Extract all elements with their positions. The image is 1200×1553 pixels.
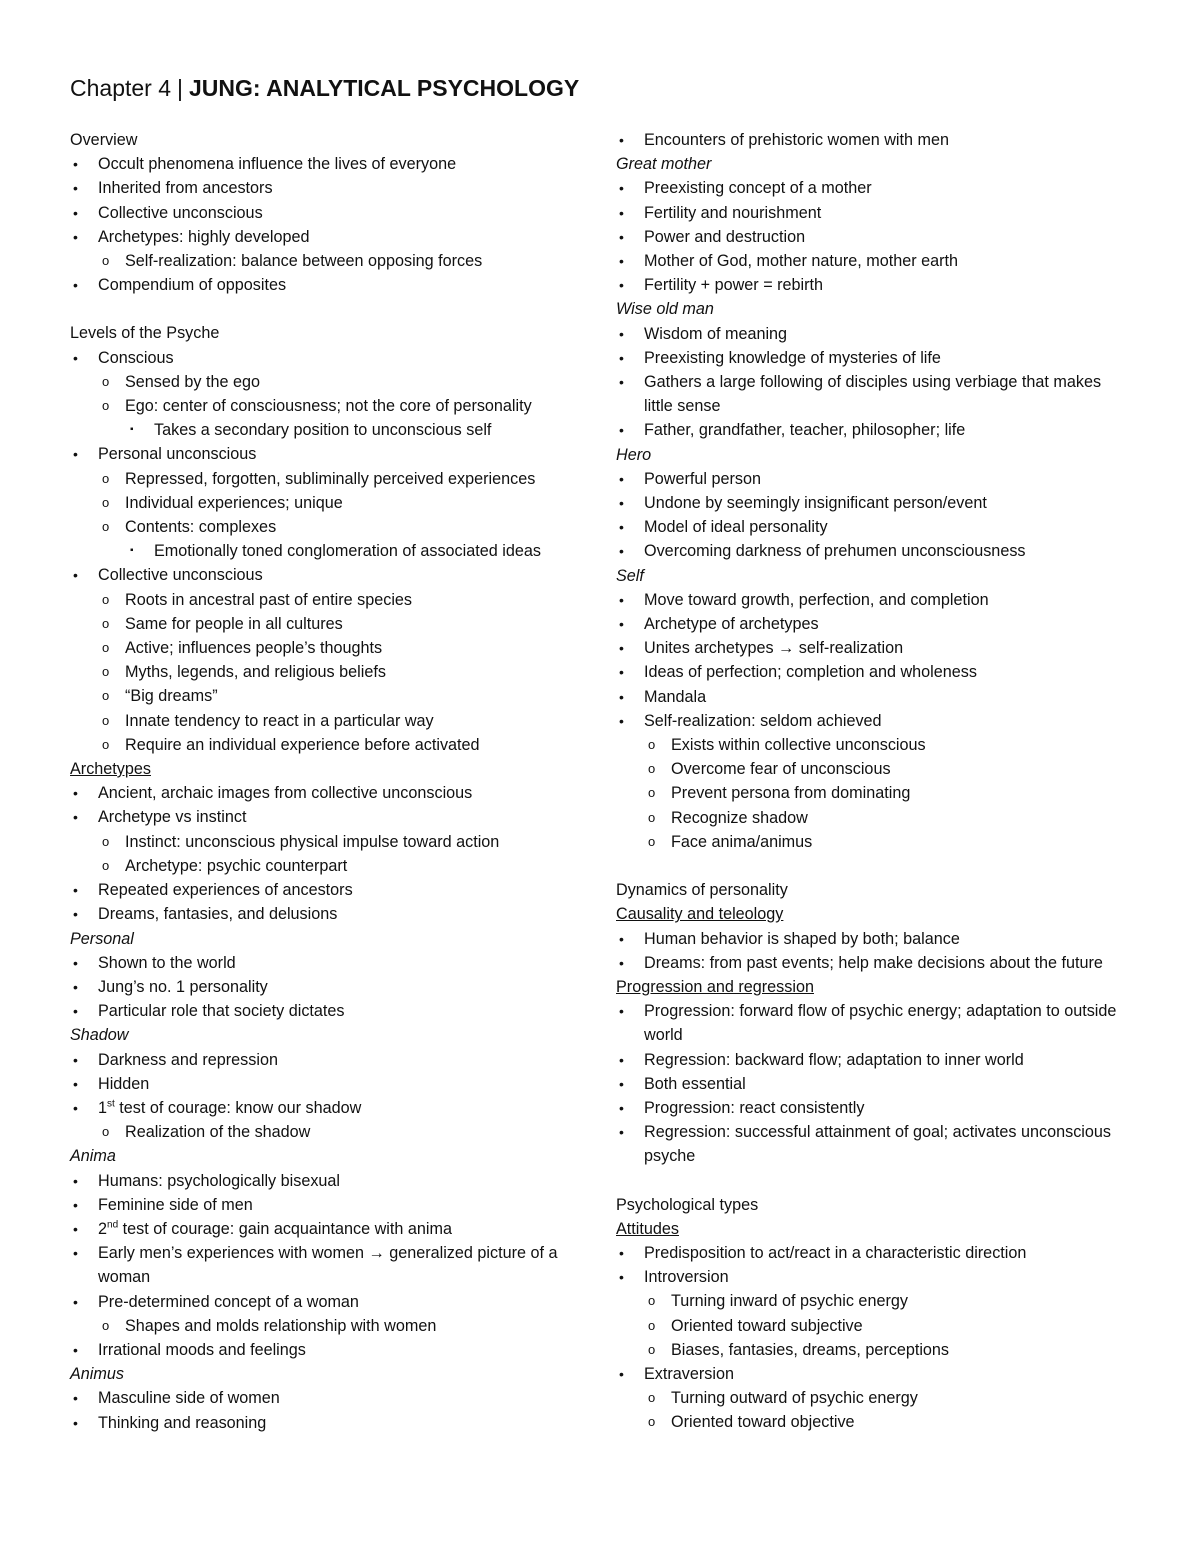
- list-item-text: Collective unconscious: [98, 203, 263, 222]
- sub-bullet-icon: o: [102, 615, 110, 631]
- list-item-text: Ideas of perfection; completion and wholeness: [644, 663, 977, 682]
- list-item: [616, 1048, 1121, 1072]
- list-item: [616, 273, 1121, 297]
- sub-bullet-icon: o: [648, 1390, 656, 1406]
- list-item-text: Model of ideal personality: [644, 518, 828, 537]
- list-item: [616, 1120, 1121, 1168]
- bullet-icon: •: [73, 180, 78, 197]
- sub-bullet-icon: o: [102, 494, 110, 510]
- bullet-icon: •: [619, 1269, 624, 1286]
- topic-heading: Shadow: [70, 1026, 129, 1045]
- bullet-icon: •: [619, 1051, 624, 1068]
- sub-bullet-icon: o: [102, 373, 110, 389]
- list-item-text: Collective unconscious: [98, 566, 263, 585]
- bullet-icon: •: [619, 1124, 624, 1141]
- list-item: [616, 1386, 1121, 1410]
- list-item: [616, 346, 1121, 370]
- list-item-text: Jung’s no. 1 personality: [98, 977, 268, 996]
- section-spacer: [70, 297, 590, 321]
- section-heading: Dynamics of personality: [616, 881, 788, 900]
- list-item: [70, 1290, 590, 1314]
- bullet-icon: •: [73, 809, 78, 826]
- list-item-text: Undone by seemingly insignificant person/event: [644, 494, 987, 513]
- topic-heading: Wise old man: [616, 300, 714, 319]
- list-item-text: Fertility and nourishment: [644, 203, 822, 222]
- list-item-text: Compendium of opposites: [98, 276, 287, 295]
- list-item-text: Power and destruction: [644, 227, 806, 246]
- list-item-text: Shown to the world: [98, 953, 236, 972]
- topic-heading: Personal: [70, 929, 134, 948]
- list-item: [70, 709, 590, 733]
- list-item: [70, 515, 590, 539]
- sub-bullet-icon: o: [102, 736, 110, 752]
- sub-bullet-icon: o: [648, 785, 656, 801]
- bullet-icon: •: [73, 1414, 78, 1431]
- bullet-icon: •: [73, 1220, 78, 1237]
- list-item: [70, 588, 590, 612]
- sub-bullet-icon: o: [102, 1317, 110, 1333]
- list-item-text: test of courage: know our shadow: [114, 1098, 362, 1117]
- list-item: [70, 201, 590, 225]
- sub-bullet-icon: o: [102, 591, 110, 607]
- bullet-icon: •: [619, 277, 624, 294]
- list-item-text: Mandala: [644, 687, 707, 706]
- list-item: [616, 322, 1121, 346]
- list-item: [616, 225, 1121, 249]
- bullet-icon: •: [73, 954, 78, 971]
- list-item: [70, 781, 590, 805]
- list-item: [70, 612, 590, 636]
- bullet-icon: •: [619, 228, 624, 245]
- topic-heading: Animus: [70, 1365, 124, 1384]
- list-item: [616, 612, 1121, 636]
- list-item-text: Turning inward of psychic energy: [671, 1292, 908, 1311]
- ordinal-number: 1: [98, 1098, 108, 1117]
- list-item: [616, 1265, 1121, 1289]
- section-spacer: [616, 854, 1121, 878]
- sub-bullet-icon: o: [102, 712, 110, 728]
- bullet-icon: •: [73, 277, 78, 294]
- topic-heading: Great mother: [616, 155, 712, 174]
- list-item: [616, 1410, 1121, 1434]
- bullet-icon: •: [619, 204, 624, 221]
- list-item-text: Archetype of archetypes: [644, 615, 819, 634]
- bullet-icon: •: [619, 495, 624, 512]
- list-item-text: Shapes and molds relationship with women: [125, 1316, 437, 1335]
- list-item-text: Biases, fantasies, dreams, perceptions: [671, 1340, 950, 1359]
- topic-heading: Self: [616, 566, 644, 585]
- bullet-icon: •: [619, 422, 624, 439]
- bullet-icon: •: [73, 785, 78, 802]
- list-item: [70, 1386, 590, 1410]
- section-heading: Overview: [70, 131, 138, 149]
- list-item-text: Individual experiences; unique: [125, 493, 343, 512]
- bullet-icon: •: [73, 349, 78, 366]
- bullet-icon: •: [619, 543, 624, 560]
- list-item-text: Unites archetypes → self-realization: [644, 639, 904, 658]
- topic-heading: Hero: [616, 445, 652, 464]
- sub-bullet-icon: o: [102, 640, 110, 656]
- list-item-text: Archetypes: highly developed: [98, 227, 310, 246]
- list-item-text: Predisposition to act/react in a characteristic direction: [644, 1243, 1027, 1262]
- bullet-icon: •: [619, 470, 624, 487]
- bullet-icon: •: [619, 180, 624, 197]
- bullet-icon: •: [619, 1365, 624, 1382]
- bullet-icon: •: [619, 1003, 624, 1020]
- list-item: [70, 1072, 590, 1096]
- list-item: [616, 515, 1121, 539]
- list-item: [616, 1072, 1121, 1096]
- list-item: [616, 249, 1121, 273]
- bullet-icon: •: [619, 1244, 624, 1261]
- left-column: [70, 128, 590, 1435]
- ordinal-number: 2: [98, 1219, 108, 1238]
- sub-bullet-icon: o: [648, 833, 656, 849]
- list-item-text: Powerful person: [644, 469, 761, 488]
- bullet-icon: •: [73, 882, 78, 899]
- bullet-icon: •: [619, 253, 624, 270]
- sub-bullet-icon: o: [102, 833, 110, 849]
- list-item-text: Move toward growth, perfection, and completion: [644, 590, 989, 609]
- list-item-text: Active; influences people’s thoughts: [125, 639, 383, 658]
- subsection-heading: Archetypes: [70, 760, 151, 779]
- list-item-text: test of courage: gain acquaintance with anima: [118, 1219, 452, 1238]
- sub-bullet-icon: o: [102, 519, 110, 535]
- list-item-text: Dreams: from past events; help make decisions about the future: [644, 953, 1103, 972]
- bullet-icon: •: [619, 640, 624, 657]
- list-item: [70, 491, 590, 515]
- list-item: [616, 781, 1121, 805]
- list-item-text: Instinct: unconscious physical impulse toward action: [125, 832, 500, 851]
- list-item-text: Dreams, fantasies, and delusions: [98, 905, 338, 924]
- list-item: [70, 442, 590, 466]
- list-item: [70, 951, 590, 975]
- list-item-text: Realization of the shadow: [125, 1123, 311, 1142]
- list-item-text: Feminine side of men: [98, 1195, 253, 1214]
- subsection-heading: Attitudes: [616, 1219, 679, 1238]
- bullet-icon: •: [619, 616, 624, 633]
- list-item-text: Ego: center of consciousness; not the core of personality: [125, 397, 532, 416]
- list-item-text: Preexisting concept of a mother: [644, 179, 872, 198]
- sub-bullet-icon: o: [648, 761, 656, 777]
- list-item-text: Conscious: [98, 348, 174, 367]
- list-item: [616, 806, 1121, 830]
- list-item-text: Repressed, forgotten, subliminally perceived experiences: [125, 469, 536, 488]
- list-item-text: Takes a secondary position to unconscious self: [154, 421, 492, 440]
- bullet-icon: •: [619, 664, 624, 681]
- list-item: [616, 418, 1121, 442]
- bullet-icon: •: [619, 688, 624, 705]
- list-item: [70, 152, 590, 176]
- list-item-text: Overcoming darkness of prehumen unconsciousness: [644, 542, 1026, 561]
- list-item: [70, 346, 590, 370]
- list-item: [616, 636, 1121, 660]
- sub-bullet-icon: o: [102, 688, 110, 704]
- list-item: [616, 1314, 1121, 1338]
- square-bullet-icon: ▪: [130, 545, 134, 557]
- bullet-icon: •: [73, 1196, 78, 1213]
- list-item-text: Wisdom of meaning: [644, 324, 788, 343]
- list-item: [616, 1096, 1121, 1120]
- list-item-text: Exists within collective unconscious: [671, 736, 926, 755]
- list-item-text: Encounters of prehistoric women with men: [644, 131, 950, 149]
- list-item: [70, 394, 590, 418]
- list-item-text: Turning outward of psychic energy: [671, 1389, 918, 1408]
- list-item-text: Introversion: [644, 1268, 729, 1287]
- list-item-text: Self-realization: seldom achieved: [644, 711, 882, 730]
- list-item: [70, 830, 590, 854]
- list-item: [70, 418, 590, 442]
- list-item-text: Recognize shadow: [671, 808, 808, 827]
- list-item-text: Prevent persona from dominating: [671, 784, 911, 803]
- list-item-text: Fertility + power = rebirth: [644, 276, 824, 295]
- list-item: [616, 660, 1121, 684]
- subsection-heading: Progression and regression: [616, 977, 814, 996]
- list-item: [70, 1217, 590, 1241]
- list-item: [70, 878, 590, 902]
- list-item: [616, 176, 1121, 200]
- section-heading: Psychological types: [616, 1195, 759, 1214]
- ordinal-suffix: st: [107, 1098, 115, 1110]
- list-item-text: Extraversion: [644, 1364, 734, 1383]
- list-item: [70, 249, 590, 273]
- list-item: [70, 1169, 590, 1193]
- bullet-icon: •: [619, 930, 624, 947]
- sub-bullet-icon: o: [102, 398, 110, 414]
- bullet-icon: •: [73, 1172, 78, 1189]
- list-item: [70, 225, 590, 249]
- list-item-text: Human behavior is shaped by both; balance: [644, 929, 960, 948]
- list-item: [616, 1241, 1121, 1265]
- list-item-text: Self-realization: balance between opposing forces: [125, 252, 483, 271]
- list-item-text: Both essential: [644, 1074, 746, 1093]
- sub-bullet-icon: o: [648, 1317, 656, 1333]
- list-item: [616, 1338, 1121, 1362]
- list-item: [616, 588, 1121, 612]
- bullet-icon: •: [619, 712, 624, 729]
- list-item: [70, 273, 590, 297]
- list-item: [616, 733, 1121, 757]
- list-item: [616, 709, 1121, 733]
- list-item-text: Regression: backward flow; adaptation to inner world: [644, 1050, 1024, 1069]
- title-separator: |: [177, 75, 183, 101]
- list-item: [70, 1411, 590, 1435]
- sub-bullet-icon: o: [102, 857, 110, 873]
- bullet-icon: •: [73, 1245, 78, 1262]
- list-item-text: Preexisting knowledge of mysteries of life: [644, 348, 941, 367]
- bullet-icon: •: [73, 1341, 78, 1358]
- list-item-text: Innate tendency to react in a particular way: [125, 711, 434, 730]
- sub-bullet-icon: o: [102, 253, 110, 269]
- chapter-label: Chapter 4: [70, 75, 172, 101]
- bullet-icon: •: [73, 978, 78, 995]
- list-item-text: Emotionally toned conglomeration of associated ideas: [154, 542, 541, 561]
- list-item: [616, 685, 1121, 709]
- list-item: [70, 176, 590, 200]
- list-item-text: Irrational moods and feelings: [98, 1340, 306, 1359]
- list-item-text: Archetype: psychic counterpart: [125, 856, 348, 875]
- list-item-text: Contents: complexes: [125, 518, 277, 537]
- topic-heading: Anima: [70, 1147, 116, 1166]
- list-item: [70, 1193, 590, 1217]
- list-item-text: Particular role that society dictates: [98, 1002, 345, 1021]
- chapter-subject: JUNG: ANALYTICAL PSYCHOLOGY: [189, 75, 580, 101]
- square-bullet-icon: ▪: [130, 424, 134, 436]
- bullet-icon: •: [73, 204, 78, 221]
- list-item: [616, 757, 1121, 781]
- list-item: [70, 1314, 590, 1338]
- list-item-text: Myths, legends, and religious beliefs: [125, 663, 386, 682]
- list-item: [70, 370, 590, 394]
- list-item: [616, 951, 1121, 975]
- bullet-icon: •: [619, 325, 624, 342]
- list-item: [616, 830, 1121, 854]
- section-spacer: [616, 1169, 1121, 1193]
- list-item-text: Father, grandfather, teacher, philosopher; life: [644, 421, 966, 440]
- sub-bullet-icon: o: [648, 1341, 656, 1357]
- bullet-icon: •: [619, 954, 624, 971]
- list-item-text: Progression: forward flow of psychic energy; adaptation to outside world: [644, 1002, 1117, 1045]
- bullet-icon: •: [73, 1293, 78, 1310]
- sub-bullet-icon: o: [648, 737, 656, 753]
- list-item-text: Personal unconscious: [98, 445, 257, 464]
- list-item-text: Repeated experiences of ancestors: [98, 881, 353, 900]
- bullet-icon: •: [73, 1051, 78, 1068]
- bullet-icon: •: [619, 519, 624, 536]
- list-item: [70, 684, 590, 708]
- list-item: [616, 128, 1121, 152]
- ordinal-suffix: nd: [107, 1219, 119, 1231]
- list-item-text: Sensed by the ego: [125, 372, 261, 391]
- list-item: [70, 467, 590, 491]
- sub-bullet-icon: o: [102, 470, 110, 486]
- section-heading: Levels of the Psyche: [70, 324, 220, 343]
- list-item-text: Thinking and reasoning: [98, 1413, 267, 1432]
- list-item-text: Masculine side of women: [98, 1389, 280, 1408]
- list-item-text: Oriented toward subjective: [671, 1316, 863, 1335]
- bullet-icon: •: [619, 374, 624, 391]
- list-item-text: Occult phenomena influence the lives of everyone: [98, 155, 457, 174]
- bullet-icon: •: [619, 132, 624, 148]
- list-item: [70, 1096, 590, 1120]
- bullet-icon: •: [73, 567, 78, 584]
- bullet-icon: •: [619, 1099, 624, 1116]
- list-item: [616, 201, 1121, 225]
- bullet-icon: •: [73, 1390, 78, 1407]
- right-column: [616, 128, 1121, 1435]
- bullet-icon: •: [73, 906, 78, 923]
- list-item: [616, 1362, 1121, 1386]
- list-item: [70, 854, 590, 878]
- sub-bullet-icon: o: [102, 1124, 110, 1140]
- page-title: [70, 72, 579, 104]
- list-item-text: Archetype vs instinct: [98, 808, 247, 827]
- sub-bullet-icon: o: [102, 664, 110, 680]
- list-item-text: Ancient, archaic images from collective unconscious: [98, 784, 473, 803]
- bullet-icon: •: [619, 591, 624, 608]
- list-item: [70, 733, 590, 757]
- bullet-icon: •: [73, 1003, 78, 1020]
- list-item: [616, 539, 1121, 563]
- list-item-text: Darkness and repression: [98, 1050, 278, 1069]
- list-item-text: Require an individual experience before activated: [125, 735, 480, 754]
- sub-bullet-icon: o: [648, 1293, 656, 1309]
- list-item: [616, 491, 1121, 515]
- list-item-text: Progression: react consistently: [644, 1098, 865, 1117]
- sub-bullet-icon: o: [648, 1414, 656, 1430]
- list-item-text: Humans: psychologically bisexual: [98, 1171, 341, 1190]
- list-item: [70, 539, 590, 563]
- list-item: [70, 660, 590, 684]
- bullet-icon: •: [619, 1075, 624, 1092]
- list-item-text: Early men’s experiences with women → generalized picture of a woman: [98, 1244, 558, 1287]
- bullet-icon: •: [73, 1099, 78, 1116]
- list-item: [616, 1289, 1121, 1313]
- subsection-heading: Causality and teleology: [616, 905, 784, 924]
- list-item: [70, 636, 590, 660]
- list-item-text: Hidden: [98, 1074, 150, 1093]
- list-item: [70, 1338, 590, 1362]
- list-item-text: Regression: successful attainment of goal; activates unconscious psyche: [644, 1123, 1111, 1166]
- list-item-text: Mother of God, mother nature, mother earth: [644, 252, 959, 271]
- list-item-text: Same for people in all cultures: [125, 614, 343, 633]
- list-item-text: Pre-determined concept of a woman: [98, 1292, 359, 1311]
- list-item: [70, 1048, 590, 1072]
- list-item: [70, 805, 590, 829]
- list-item-text: Oriented toward objective: [671, 1413, 855, 1432]
- list-item: [70, 902, 590, 926]
- list-item-text: Gathers a large following of disciples using verbiage that makes little sense: [644, 373, 1102, 416]
- bullet-icon: •: [73, 1075, 78, 1092]
- list-item: [70, 563, 590, 587]
- bullet-icon: •: [619, 349, 624, 366]
- list-item: [616, 927, 1121, 951]
- list-item-text: “Big dreams”: [125, 687, 218, 706]
- list-item-text: Overcome fear of unconscious: [671, 760, 891, 779]
- list-item: [70, 1120, 590, 1144]
- list-item: [70, 975, 590, 999]
- bullet-icon: •: [73, 156, 78, 173]
- bullet-icon: •: [73, 446, 78, 463]
- list-item: [616, 467, 1121, 491]
- list-item: [616, 999, 1121, 1047]
- list-item-text: Face anima/animus: [671, 832, 813, 851]
- bullet-icon: •: [73, 228, 78, 245]
- sub-bullet-icon: o: [648, 809, 656, 825]
- list-item-text: Inherited from ancestors: [98, 179, 273, 198]
- list-item: [70, 1241, 590, 1289]
- list-item: [70, 999, 590, 1023]
- list-item-text: Roots in ancestral past of entire species: [125, 590, 413, 609]
- list-item: [616, 370, 1121, 418]
